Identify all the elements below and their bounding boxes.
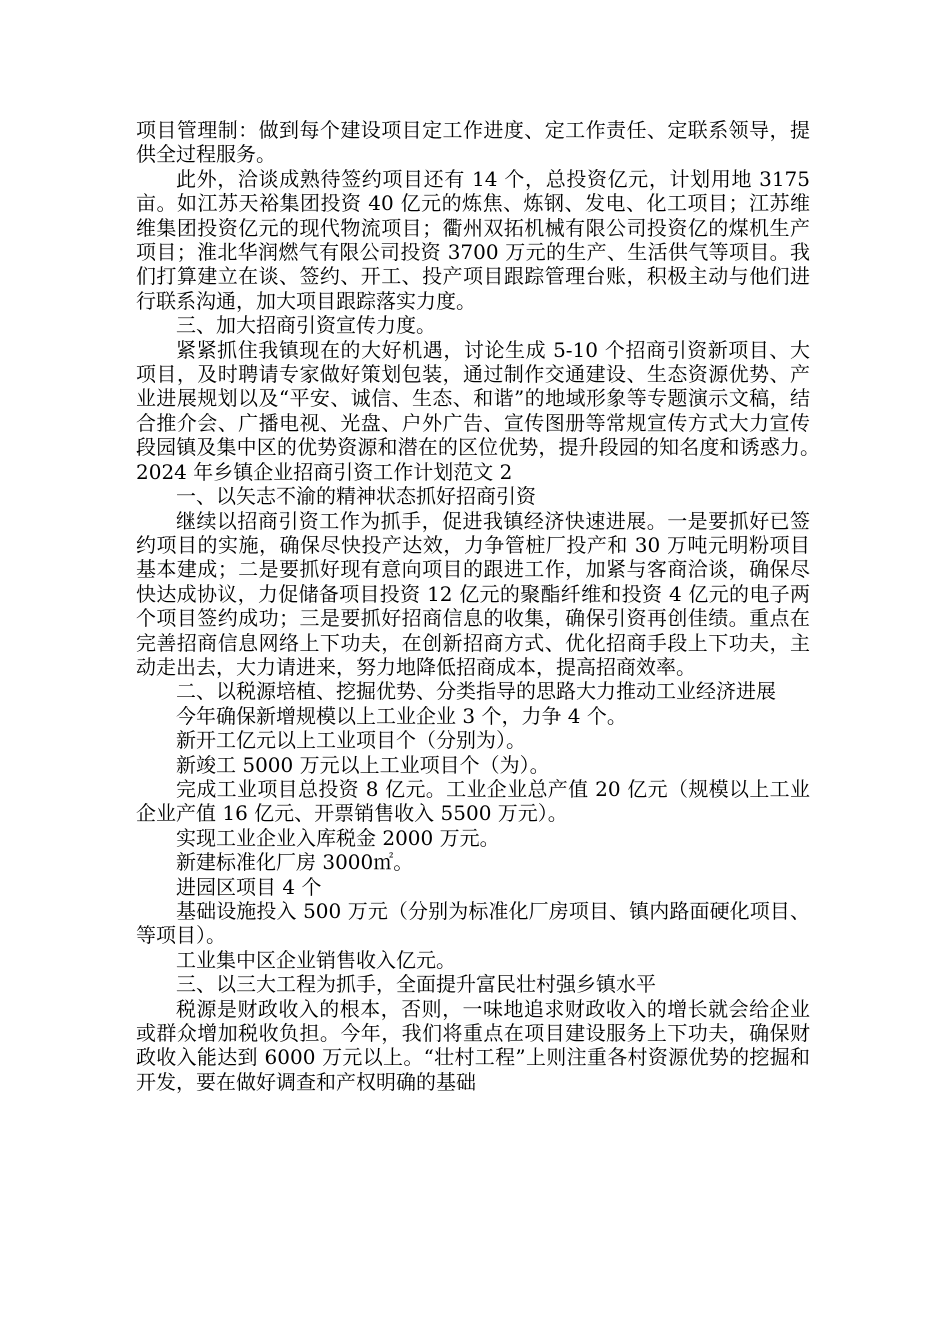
section-heading: 一、以矢志不渝的精神状态抓好招商引资 [176, 484, 536, 509]
list-item: 新竣工 5000 万元以上工业项目个（为）。 [176, 752, 550, 777]
list-item: 工业集中区企业销售收入亿元。 [176, 947, 456, 972]
paragraph: 项目管理制：做到每个建设项目定工作进度、定工作责任、定联系领导，提供全过程服务。 [136, 118, 810, 167]
list-item: 新建标准化厂房 3000㎡。 [176, 850, 414, 875]
paragraph: 此外，洽谈成熟待签约项目还有 14 个，总投资亿元，计划用地 3175 亩。如江苏天裕集团投资 40 亿元的炼焦、炼钢、发电、化工项目；江苏维维集团投资亿元的现代物流项目；衢州双拓机械有限公司投资亿的煤机生产项目；淮北华润燃气有限公司投资 3700 万元的生产、生活供气等项目。我们打算建立在谈、签约、开工、投产项目跟踪管理台账，积极主动与他们进行联系沟通，加大项目跟踪落实力度。 [136, 166, 810, 313]
list-item: 今年确保新增规模以上工业企业 3 个，力争 4 个。 [176, 703, 627, 728]
section-heading: 二、以税源培植、挖掘优势、分类指导的思路大力推动工业经济进展 [176, 679, 776, 704]
list-item: 实现工业企业入库税金 2000 万元。 [176, 825, 500, 850]
list-item: 进园区项目 4 个 [176, 874, 322, 899]
paragraph: 税源是财政收入的根本，否则，一味地追求财政收入的增长就会给企业或群众增加税收负担。今年，我们将重点在项目建设服务上下功夫，确保财政收入能达到 6000 万元以上。“壮村工程”上则注重各村资源优势的挖掘和开发，要在做好调查和产权明确的基础 [136, 996, 810, 1094]
list-item: 基础设施投入 500 万元（分别为标准化厂房项目、镇内路面硬化项目、等项目）。 [136, 899, 810, 948]
section-heading: 三、加大招商引资宣传力度。 [176, 313, 436, 338]
section-heading: 三、以三大工程为抓手，全面提升富民壮村强乡镇水平 [176, 972, 656, 997]
list-item: 新开工亿元以上工业项目个（分别为）。 [176, 728, 526, 753]
document-body [136, 118, 850, 1094]
paragraph: 紧紧抓住我镇现在的大好机遇，讨论生成 5-10 个招商引资新项目、大项目，及时聘请专家做好策划包装，通过制作交通建设、生态资源优势、产业进展规划以及“平安、诚信、生态、和谐”的地域形象等专题演示文稿，结合推介会、广播电视、光盘、户外广告、宣传图册等常规宣传方式大力宣传段园镇及集中区的优势资源和潜在的区位优势，提升段园的知名度和诱惑力。 2024 年乡镇企业招商引资工作计划范文 2 [136, 337, 850, 484]
paragraph: 继续以招商引资工作为抓手，促进我镇经济快速进展。一是要抓好已签约项目的实施，确保尽快投产达效，力争管桩厂投产和 30 万吨元明粉项目基本建成；二是要抓好现有意向项目的跟进工作，加紧与客商洽谈，确保尽快达成协议，力促储备项目投资 12 亿元的聚酯纤维和投资 4 亿元的电子两个项目签约成功；三是要抓好招商信息的收集，确保引资再创佳绩。重点在完善招商信息网络上下功夫，在创新招商方式、优化招商手段上下功夫，主动走出去，大力请进来，努力地降低招商成本，提高招商效率。 [136, 508, 810, 679]
list-item: 完成工业项目总投资 8 亿元。工业企业总产值 20 亿元（规模以上工业企业产值 16 亿元、开票销售收入 5500 万元）。 [136, 776, 810, 826]
